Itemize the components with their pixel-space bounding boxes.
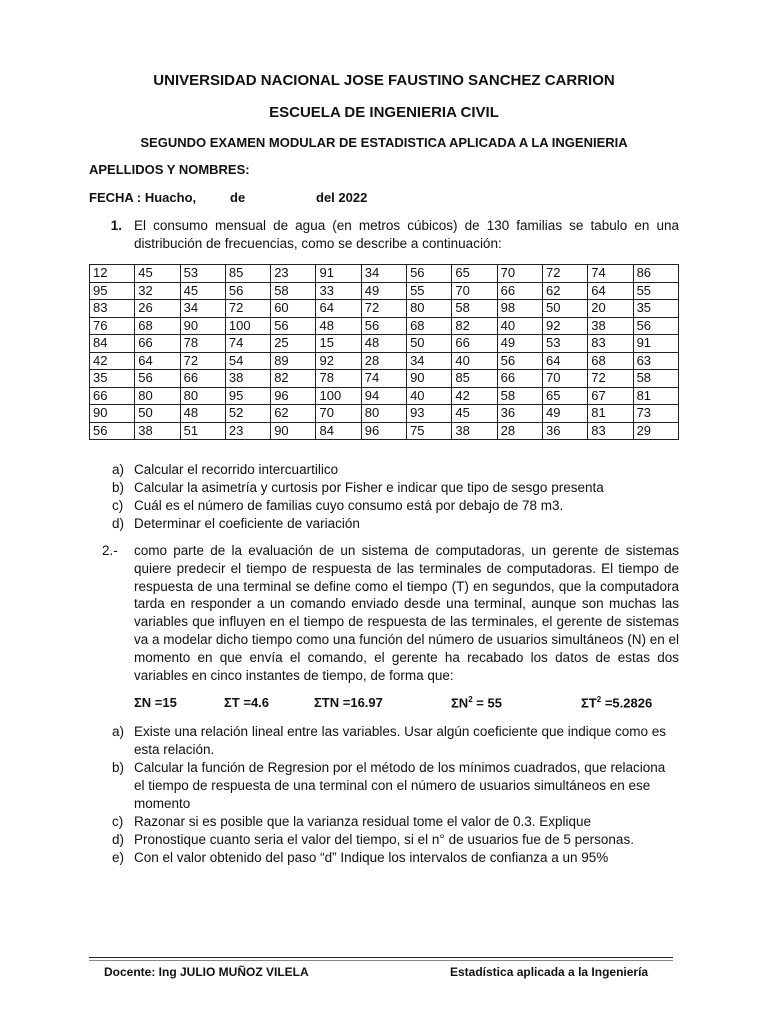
table-cell: 25 <box>271 335 316 353</box>
item-text: Calcular el recorrido intercuartilico <box>134 462 339 477</box>
table-cell: 95 <box>225 387 270 405</box>
table-cell: 33 <box>316 282 361 300</box>
table-cell: 48 <box>180 405 225 423</box>
table-cell: 74 <box>361 370 406 388</box>
table-cell: 91 <box>633 335 678 353</box>
list-item <box>112 849 680 867</box>
sum-n2-val: = 55 <box>472 695 502 711</box>
table-cell: 72 <box>361 300 406 318</box>
table-row <box>90 265 679 283</box>
list-item <box>112 831 680 849</box>
table-row <box>90 422 679 440</box>
table-cell: 28 <box>361 352 406 370</box>
table-cell: 50 <box>542 300 587 318</box>
table-cell: 80 <box>361 405 406 423</box>
list-item <box>112 759 680 813</box>
item-text: Existe una relación lineal entre las variables. Usar algún coeficiente que indique como es esta relación. <box>134 724 667 757</box>
item-letter: c) <box>112 498 124 513</box>
footer-divider-thin <box>89 960 673 961</box>
table-cell: 40 <box>452 352 497 370</box>
university-title: UNIVERSIDAD NACIONAL JOSE FAUSTINO SANCHEZ CARRION <box>153 72 615 89</box>
table-cell: 50 <box>407 335 452 353</box>
table-cell: 84 <box>90 335 135 353</box>
table-row <box>90 387 679 405</box>
date-de: de <box>230 190 246 205</box>
table-cell: 20 <box>588 300 633 318</box>
table-cell: 75 <box>407 422 452 440</box>
table-cell: 72 <box>180 352 225 370</box>
item-letter: d) <box>112 516 125 531</box>
table-cell: 53 <box>542 335 587 353</box>
table-cell: 58 <box>452 300 497 318</box>
item-text: Razonar si es posible que la varianza residual tome el valor de 0.3. Explique <box>134 814 592 829</box>
table-cell: 66 <box>180 370 225 388</box>
table-cell: 40 <box>407 387 452 405</box>
table-cell: 58 <box>497 387 542 405</box>
table-cell: 56 <box>271 317 316 335</box>
table-cell: 92 <box>316 352 361 370</box>
table-cell: 64 <box>135 352 180 370</box>
footer-divider <box>89 957 673 958</box>
q1-number: 1. <box>110 218 122 233</box>
table-cell: 34 <box>361 265 406 283</box>
table-cell: 51 <box>180 422 225 440</box>
table-cell: 81 <box>588 405 633 423</box>
table-cell: 67 <box>588 387 633 405</box>
table-cell: 56 <box>225 282 270 300</box>
table-cell: 72 <box>225 300 270 318</box>
footer-course: Estadística aplicada a la Ingeniería <box>450 965 649 979</box>
table-row <box>90 335 679 353</box>
names-label: APELLIDOS Y NOMBRES: <box>89 162 250 177</box>
table-cell: 81 <box>633 387 678 405</box>
date-label: FECHA : Huacho, <box>89 190 197 205</box>
table-cell: 56 <box>90 422 135 440</box>
table-cell: 45 <box>135 265 180 283</box>
table-cell: 78 <box>316 370 361 388</box>
item-letter: d) <box>112 832 125 847</box>
table-cell: 64 <box>316 300 361 318</box>
table-cell: 90 <box>180 317 225 335</box>
table-cell: 49 <box>497 335 542 353</box>
table-cell: 68 <box>135 317 180 335</box>
table-cell: 66 <box>90 387 135 405</box>
table-cell: 89 <box>271 352 316 370</box>
table-cell: 49 <box>542 405 587 423</box>
table-cell: 64 <box>542 352 587 370</box>
table-cell: 66 <box>497 282 542 300</box>
table-cell: 60 <box>271 300 316 318</box>
table-cell: 35 <box>90 370 135 388</box>
table-cell: 73 <box>633 405 678 423</box>
list-item <box>112 479 692 497</box>
table-cell: 91 <box>316 265 361 283</box>
table-cell: 90 <box>90 405 135 423</box>
table-cell: 36 <box>497 405 542 423</box>
table-cell: 56 <box>633 317 678 335</box>
table-cell: 78 <box>180 335 225 353</box>
table-cell: 45 <box>180 282 225 300</box>
table-cell: 83 <box>90 300 135 318</box>
q2-text: como parte de la evaluación de un sistema de computadoras, un gerente de sistemas quiere predecir el tiempo de respuesta de las terminales de computadoras. El tiempo de respuesta de una terminal se define como el tiempo (T) en segundos, que la computadora tarda en responder a un comando enviado desde una terminal, aunque son muchas las variables que influyen en el tiempo de respuesta de las terminales, el gerente de sistemas va a modelar dicho tiempo como una función del número de usuarios simultáneos (N) en el momento en que envía el comando, el gerente ha recabado los datos de estas dos variables en cinco instantes de tiempo, de forma que: <box>134 543 679 683</box>
footer-teacher: Docente: Ing JULIO MUÑOZ VILELA <box>104 965 309 979</box>
item-text: Con el valor obtenido del paso “d” Indique los intervalos de confianza a un 95% <box>134 850 609 865</box>
table-cell: 94 <box>361 387 406 405</box>
item-letter: a) <box>112 724 125 739</box>
table-cell: 64 <box>588 282 633 300</box>
table-cell: 38 <box>588 317 633 335</box>
table-cell: 62 <box>271 405 316 423</box>
table-cell: 70 <box>497 265 542 283</box>
table-cell: 56 <box>497 352 542 370</box>
table-cell: 82 <box>271 370 316 388</box>
list-item <box>112 461 692 479</box>
sum-t2-base: ΣT <box>581 695 597 711</box>
sum-t-squared <box>581 695 652 710</box>
item-text: Calcular la asimetría y curtosis por Fisher e indicar que tipo de sesgo presenta <box>134 480 604 495</box>
table-cell: 90 <box>407 370 452 388</box>
table-cell: 83 <box>588 335 633 353</box>
table-cell: 58 <box>271 282 316 300</box>
table-cell: 76 <box>90 317 135 335</box>
table-row <box>90 317 679 335</box>
summations <box>0 695 768 713</box>
table-cell: 70 <box>452 282 497 300</box>
table-cell: 56 <box>135 370 180 388</box>
q2-items <box>112 723 680 867</box>
sum-n-squared <box>451 695 502 710</box>
table-cell: 58 <box>633 370 678 388</box>
list-item <box>112 497 692 515</box>
table-cell: 26 <box>135 300 180 318</box>
table-cell: 29 <box>633 422 678 440</box>
table-cell: 83 <box>588 422 633 440</box>
table-cell: 54 <box>225 352 270 370</box>
table-cell: 12 <box>90 265 135 283</box>
consumption-table <box>89 264 679 440</box>
table-cell: 84 <box>316 422 361 440</box>
table-cell: 80 <box>135 387 180 405</box>
table-cell: 95 <box>90 282 135 300</box>
table-cell: 74 <box>225 335 270 353</box>
table-cell: 36 <box>542 422 587 440</box>
table-cell: 74 <box>588 265 633 283</box>
q1-text: El consumo mensual de agua (en metros cúbicos) de 130 familias se tabulo en una distribución de frecuencias, como se describe a continuación: <box>134 218 679 251</box>
table-cell: 15 <box>316 335 361 353</box>
list-item <box>112 723 680 759</box>
list-item <box>112 813 680 831</box>
table-cell: 93 <box>407 405 452 423</box>
sum-n2-exp: 2 <box>468 695 473 704</box>
table-cell: 100 <box>225 317 270 335</box>
item-text: Pronostique cuanto seria el valor del tiempo, si el n° de usuarios fue de 5 personas. <box>134 832 634 847</box>
table-cell: 70 <box>542 370 587 388</box>
table-cell: 34 <box>407 352 452 370</box>
table-cell: 23 <box>225 422 270 440</box>
table-cell: 86 <box>633 265 678 283</box>
table-cell: 80 <box>407 300 452 318</box>
table-cell: 53 <box>180 265 225 283</box>
table-cell: 40 <box>497 317 542 335</box>
table-cell: 38 <box>225 370 270 388</box>
table-cell: 65 <box>452 265 497 283</box>
table-cell: 72 <box>588 370 633 388</box>
exam-title: SEGUNDO EXAMEN MODULAR DE ESTADISTICA APLICADA A LA INGENIERIA <box>140 135 628 150</box>
table-cell: 28 <box>497 422 542 440</box>
sum-t: ΣT =4.6 <box>224 695 270 710</box>
table-cell: 98 <box>497 300 542 318</box>
table-cell: 80 <box>180 387 225 405</box>
table-cell: 100 <box>316 387 361 405</box>
item-text: Cuál es el número de familias cuyo consumo está por debajo de 78 m3. <box>134 498 564 513</box>
item-letter: b) <box>112 480 125 495</box>
table-cell: 96 <box>361 422 406 440</box>
table-cell: 70 <box>316 405 361 423</box>
table-cell: 85 <box>452 370 497 388</box>
table-cell: 49 <box>361 282 406 300</box>
date-year: del 2022 <box>316 190 368 205</box>
q2-number: 2.- <box>102 543 118 558</box>
table-cell: 42 <box>452 387 497 405</box>
item-letter: b) <box>112 760 125 775</box>
table-row <box>90 300 679 318</box>
table-cell: 38 <box>135 422 180 440</box>
table-cell: 62 <box>542 282 587 300</box>
table-cell: 55 <box>407 282 452 300</box>
table-cell: 45 <box>452 405 497 423</box>
table-cell: 32 <box>135 282 180 300</box>
sum-t2-val: =5.2826 <box>601 695 653 711</box>
table-cell: 56 <box>361 317 406 335</box>
table-cell: 90 <box>271 422 316 440</box>
table-cell: 66 <box>452 335 497 353</box>
table-row <box>90 405 679 423</box>
table-cell: 38 <box>452 422 497 440</box>
table-cell: 42 <box>90 352 135 370</box>
table-cell: 52 <box>225 405 270 423</box>
table-cell: 68 <box>588 352 633 370</box>
list-item <box>112 515 692 533</box>
table-cell: 82 <box>452 317 497 335</box>
item-letter: c) <box>112 814 124 829</box>
table-cell: 72 <box>542 265 587 283</box>
table-row <box>90 370 679 388</box>
table-cell: 66 <box>497 370 542 388</box>
item-text: Determinar el coeficiente de variación <box>134 516 360 531</box>
table-cell: 48 <box>361 335 406 353</box>
sum-tn: ΣTN =16.97 <box>314 695 383 710</box>
school-title: ESCUELA DE INGENIERIA CIVIL <box>269 104 499 121</box>
table-row <box>90 352 679 370</box>
table-cell: 23 <box>271 265 316 283</box>
table-cell: 96 <box>271 387 316 405</box>
table-cell: 65 <box>542 387 587 405</box>
item-letter: e) <box>112 850 125 865</box>
table-cell: 34 <box>180 300 225 318</box>
table-cell: 55 <box>633 282 678 300</box>
sum-n: ΣN =15 <box>134 695 177 710</box>
table-cell: 63 <box>633 352 678 370</box>
sum-n2-base: ΣN <box>451 695 469 711</box>
table-cell: 35 <box>633 300 678 318</box>
table-cell: 56 <box>407 265 452 283</box>
table-cell: 92 <box>542 317 587 335</box>
sum-t2-exp: 2 <box>596 695 602 704</box>
table-cell: 50 <box>135 405 180 423</box>
table-cell: 48 <box>316 317 361 335</box>
table-cell: 85 <box>225 265 270 283</box>
table-row <box>90 282 679 300</box>
table-cell: 66 <box>135 335 180 353</box>
item-text: Calcular la función de Regresion por el método de los mínimos cuadrados, que relaciona el tiempo de respuesta de una terminal con el número de usuarios simultáneos en ese momento <box>134 760 666 811</box>
q1-items <box>112 461 692 533</box>
table-cell: 68 <box>407 317 452 335</box>
item-letter: a) <box>112 462 125 477</box>
